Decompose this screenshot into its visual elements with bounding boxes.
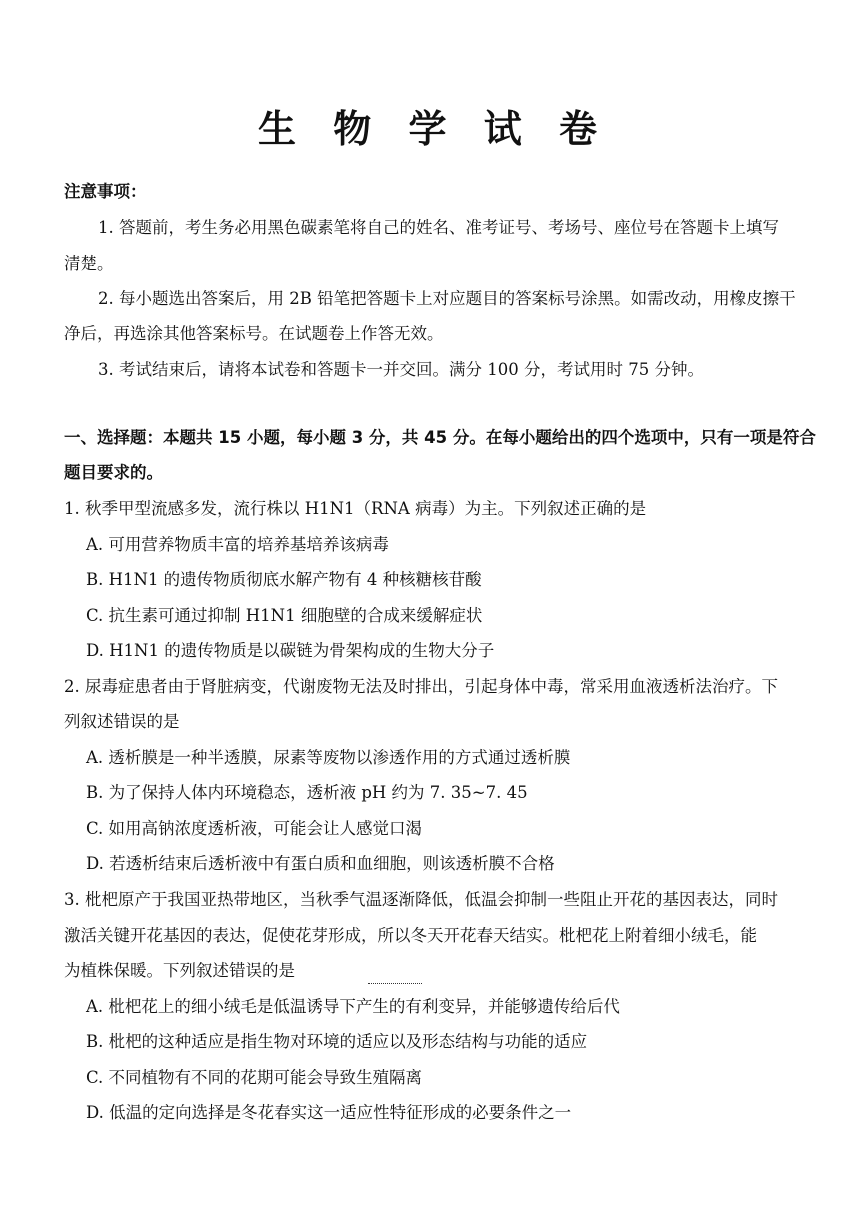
- question-2-stem-cont: 列叙述错误的是: [64, 712, 180, 731]
- question-1-option-c: C. 抗生素可通过抑制 H1N1 细胞壁的合成来缓解症状: [86, 606, 483, 625]
- question-1-option-b: B. H1N1 的遗传物质彻底水解产物有 4 种核糖核苷酸: [86, 570, 482, 589]
- question-1-stem: 1. 秋季甲型流感多发，流行株以 H1N1（RNA 病毒）为主。下列叙述正确的是: [64, 499, 647, 518]
- question-2-option-c: C. 如用高钠浓度透析液，可能会让人感觉口渴: [86, 819, 423, 838]
- question-3-stem: 3. 枇杷原产于我国亚热带地区，当秋季气温逐渐降低，低温会抑制一些阻止开花的基因表达，同时: [64, 890, 778, 909]
- question-1-option-a: A. 可用营养物质丰富的培养基培养该病毒: [86, 535, 389, 554]
- section-heading: 一、选择题：本题共 15 小题，每小题 3 分，共 45 分。在每小题给出的四个选项中，只有一项是符合: [64, 428, 816, 447]
- question-3-stem-cont-2: 为植株保暖。下列叙述错误的是: [64, 961, 295, 980]
- question-1-option-d: D. H1N1 的遗传物质是以碳链为骨架构成的生物大分子: [86, 641, 495, 660]
- question-3-option-a: A. 枇杷花上的细小绒毛是低温诱导下产生的有利变异，并能够遗传给后代: [86, 997, 620, 1016]
- question-2-option-a: A. 透析膜是一种半透膜，尿素等废物以渗透作用的方式通过透析膜: [86, 748, 571, 767]
- notice-item-3: 3. 考试结束后，请将本试卷和答题卡一并交回。满分 100 分，考试用时 75 分钟。: [98, 360, 704, 379]
- question-3-option-d: D. 低温的定向选择是冬花春实这一适应性特征形成的必要条件之一: [86, 1103, 572, 1122]
- page-title: 生 物 学 试 卷: [258, 107, 609, 151]
- question-2-option-b: B. 为了保持人体内环境稳态，透析液 pH 约为 7. 35~7. 45: [86, 783, 528, 802]
- question-2-option-d: D. 若透析结束后透析液中有蛋白质和血细胞，则该透析膜不合格: [86, 854, 555, 873]
- notice-heading: 注意事项：: [64, 182, 147, 201]
- question-3-option-b: B. 枇杷的这种适应是指生物对环境的适应以及形态结构与功能的适应: [86, 1032, 588, 1051]
- notice-item-1: 1. 答题前，考生务必用黑色碳素笔将自己的姓名、准考证号、考场号、座位号在答题卡上填写: [98, 218, 779, 237]
- question-3-stem-cont: 激活关键开花基因的表达，促使花芽形成，所以冬天开花春天结实。枇杷花上附着细小绒毛，能: [64, 926, 757, 945]
- notice-item-1-cont: 清楚。: [64, 254, 114, 273]
- notice-item-2: 2. 每小题选出答案后，用 2B 铅笔把答题卡上对应题目的答案标号涂黑。如需改动，用橡皮擦干: [98, 289, 796, 308]
- emphasis-dots: [368, 983, 422, 984]
- section-heading-cont: 题目要求的。: [64, 463, 163, 482]
- question-2-stem: 2. 尿毒症患者由于肾脏病变，代谢废物无法及时排出，引起身体中毒，常采用血液透析法治疗。下: [64, 677, 778, 696]
- question-3-option-c: C. 不同植物有不同的花期可能会导致生殖隔离: [86, 1068, 423, 1087]
- notice-item-2-cont: 净后，再选涂其他答案标号。在试题卷上作答无效。: [64, 324, 444, 343]
